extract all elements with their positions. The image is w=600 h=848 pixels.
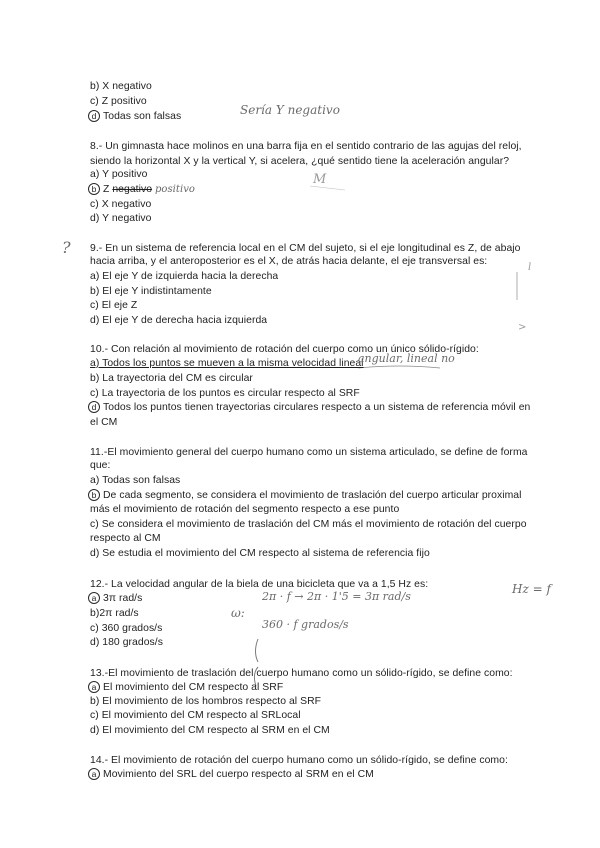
q8-stem-line-1: 8.- Un gimnasta hace molinos en una barra fija en el sentido contrario de las agujas del reloj, [90,141,522,152]
q9-margin-question-mark: ? [62,238,71,257]
q11-option-d[interactable]: d) Se estudia el movimiento del CM respecto al sistema de referencia fijo [90,548,430,559]
q12-option-d[interactable]: d) 180 grados/s [90,637,163,648]
q10-answer-circle: d [88,401,100,413]
q11-option-b-cont: más el movimiento de rotación del segmento respecto a ese punto [90,504,400,515]
q8-answer-circle: b [88,183,100,195]
q10-option-d-cont: el CM [90,417,118,428]
q13-option-a[interactable]: a El movimiento del CM respecto al SRF [90,681,283,694]
q7-option-c[interactable]: c) Z positivo [90,96,147,107]
q12-handwritten-hz: Hz = f [512,582,551,596]
q7-handwritten-note: Sería Y negativo [240,103,340,117]
q12-option-c[interactable]: c) 360 grados/s [90,623,163,634]
q11-option-c-cont: respecto al CM [90,533,161,544]
q9-option-a[interactable]: a) El eje Y de izquierda hacia la derecha [90,271,279,282]
q12-stem: 12.- La velocidad angular de la biela de una bicicleta que va a 1,5 Hz es: [90,579,429,590]
q14-answer-circle: a [88,768,100,780]
q10-handwritten-note: angular, lineal no [358,352,455,365]
q11-stem-line-1: 11.-El movimiento general del cuerpo humano como un sistema articulado, se define de forma [90,447,528,458]
q8-option-a[interactable]: a) Y positivo [90,169,148,180]
underline-stroke [358,366,440,368]
q12-option-a[interactable]: a 3π rad/s [90,592,142,605]
q7-option-d[interactable]: d Todas son falsas [90,110,181,123]
q7-option-b[interactable]: b) X negativo [90,81,152,92]
q8-option-b[interactable]: b Z negativo positivo [90,183,195,196]
q12-handwritten-line-1: 2π · f → 2π · 1'5 = 3π rad/s [262,590,411,603]
q13-option-b[interactable]: b) El movimiento de los hombros respecto al SRF [90,696,322,707]
q10-option-b[interactable]: b) La trayectoria del CM es circular [90,373,253,384]
q11-option-b[interactable]: b De cada segmento, se considera el movimiento de traslación del cuerpo articular proximal [90,489,522,502]
q9-option-b[interactable]: b) El eje Y indistintamente [90,286,212,297]
q12-answer-circle: a [88,592,100,604]
q9-option-c[interactable]: c) El eje Z [90,300,138,311]
q9-side-mark-2: > [518,322,527,333]
q8-pencil-mark: M [313,172,327,187]
q8-option-c[interactable]: c) X negativo [90,199,152,210]
q13-option-d[interactable]: d) El movimiento del CM respecto al SRM en el CM [90,725,330,736]
q14-option-a[interactable]: a Movimiento del SRL del cuerpo respecto al SRM en el CM [90,768,374,781]
q12-option-b[interactable]: b)2π rad/s [90,608,139,619]
q9-stem-line-1: 9.- En un sistema de referencia local en el CM del sujeto, si el eje longitudinal es Z, de abajo [90,243,521,254]
q13-option-c[interactable]: c) El movimiento del CM respecto al SRLocal [90,710,301,721]
q14-stem: 14.- El movimiento de rotación del cuerpo humano como un sólido-rígido, se define como: [90,755,508,766]
q8-handwritten-correction: positivo [154,184,196,195]
q11-option-a[interactable]: a) Todas son falsas [90,475,181,486]
q7-answer-circle: d [88,110,100,122]
q10-stem: 10.- Con relación al movimiento de rotación del cuerpo como un único sólido-rígido: [90,344,479,355]
q13-stem: 13.-El movimiento de traslación del cuerpo humano como un sólido-rígido, se define como: [90,668,513,679]
q8-option-d[interactable]: d) Y negativo [90,213,152,224]
q9-option-d[interactable]: d) El eje Y de derecha hacia izquierda [90,315,268,326]
q11-answer-circle: b [88,489,100,501]
q10-option-c[interactable]: c) La trayectoria de los puntos es circular respecto al SRF [90,388,360,399]
q12-handwritten-omega: ω: [231,606,245,620]
q10-option-a[interactable]: a) Todos los puntos se mueven a la misma velocidad lineal [90,358,364,369]
q10-option-d[interactable]: d Todos los puntos tienen trayectorias circulares respecto a un sistema de referencia móvil en [90,401,530,414]
q8-stem-line-2: siendo la horizontal X y la vertical Y, si acelera, ¿qué sentido tiene la aceleración angular? [90,156,510,167]
q12-handwritten-line-2: 360 · f grados/s [262,618,349,631]
q11-option-c[interactable]: c) Se considera el movimiento de traslación del CM más el movimiento de rotación del cuerpo [90,519,527,530]
q9-stem-line-2: hacia arriba, y el anteroposterior es el X, de atrás hacia delante, el eje transversal es: [90,256,488,267]
q9-side-mark-1: l [528,262,532,273]
q11-stem-line-2: que: [90,460,111,471]
q13-answer-circle: a [88,681,100,693]
